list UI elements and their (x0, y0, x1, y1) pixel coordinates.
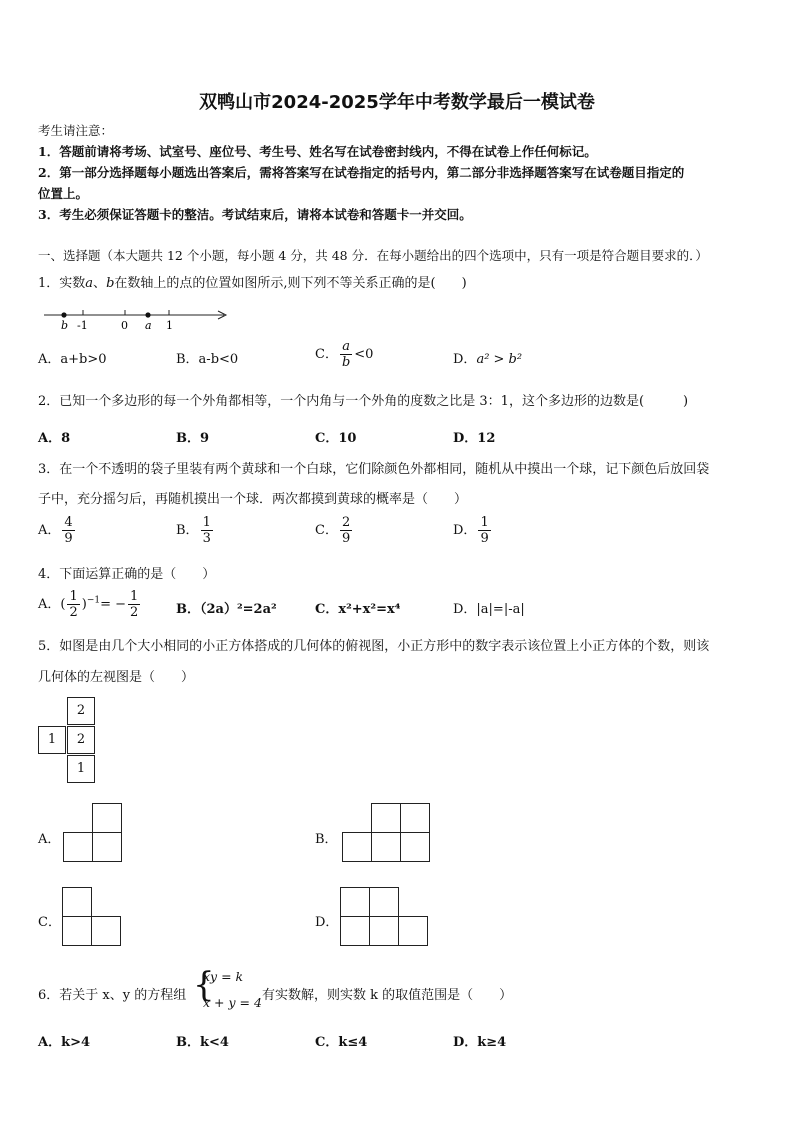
q1-option-c[interactable]: C． $\frac{a}{b}$ <0 (315, 339, 374, 370)
q5-option-d[interactable]: D． (315, 915, 339, 930)
notice-item-3: 3．考生必须保证答题卡的整洁。考试结束后，请将本试卷和答题卡一并交回。 (38, 207, 472, 222)
axis-label-a: a (145, 319, 152, 332)
q4-option-b[interactable]: B．（2a）²=2a² (176, 602, 277, 617)
q2-stem: 2．已知一个多边形的每一个外角都相等，一个内角与一个外角的度数之比是 3：1，这个多边形的边数是( ) (38, 394, 689, 409)
notice-heading: 考生请注意： (38, 123, 114, 138)
system-eq2: x + y = 4 (203, 995, 262, 1010)
grid-cell: 1 (38, 726, 66, 754)
q2-option-a[interactable]: A．8 (38, 431, 71, 446)
q6-option-c[interactable]: C．k≤4 (315, 1035, 368, 1050)
q3-option-b[interactable]: B． $\frac{1}{3}$ (176, 515, 211, 546)
notice-item-2-cont: 位置上。 (38, 186, 89, 201)
axis-label-one: 1 (166, 319, 173, 332)
q1-option-d[interactable]: D．a² > b² (453, 352, 523, 367)
q3-option-a[interactable]: A． $\frac{4}{9}$ (38, 515, 73, 546)
q6-stem-b: 有实数解，则实数 k 的取值范围是（ ） (262, 988, 513, 1003)
q1-stem: 1．实数a、b在数轴上的点的位置如图所示,则下列不等关系正确的是( ) (38, 276, 467, 291)
axis-label-minus1: -1 (77, 319, 88, 332)
q6-stem-a: 6．若关于 x、y 的方程组 (38, 988, 187, 1003)
grid-cell: 2 (67, 697, 95, 725)
notice-item-1: 1．答题前请将考场、试室号、座位号、考生号、姓名写在试卷密封线内，不得在试卷上作任何标记。 (38, 144, 597, 159)
q5-stem-line1: 5．如图是由几个大小相同的小正方体搭成的几何体的俯视图，小正方形中的数字表示该位置上小正方体的个数，则该 (38, 639, 710, 654)
system-eq1: xy = k (203, 969, 244, 984)
q1-option-b[interactable]: B．a-b<0 (176, 352, 239, 367)
number-line-figure (38, 305, 238, 335)
q5-stem-line2: 几何体的左视图是（ ） (38, 670, 195, 685)
section-heading: 一、选择题（本大题共 12 个小题，每小题 4 分，共 48 分．在每小题给出的四个选项中，只有一项是符合题目要求的．） (38, 248, 708, 263)
q1-option-a[interactable]: A．a+b>0 (38, 352, 107, 367)
q3-option-c[interactable]: C． $\frac{2}{9}$ (315, 515, 351, 546)
notice-item-2: 2．第一部分选择题每小题选出答案后，需将答案写在试卷指定的括号内，第二部分非选择题答案写在试卷题目指定的 (38, 165, 685, 180)
q5-option-a[interactable]: A． (38, 832, 61, 847)
grid-cell: 2 (67, 726, 95, 754)
q2-option-c[interactable]: C．10 (315, 431, 357, 446)
q2-option-b[interactable]: B．9 (176, 431, 210, 446)
q3-option-d[interactable]: D． $\frac{1}{9}$ (453, 515, 489, 546)
axis-label-zero: 0 (121, 319, 128, 332)
q6-option-a[interactable]: A．k>4 (38, 1035, 91, 1050)
point-a (145, 312, 150, 317)
grid-cell: 1 (67, 755, 95, 783)
q5-option-b[interactable]: B． (315, 832, 338, 847)
point-b (61, 312, 66, 317)
q3-stem-line1: 3．在一个不透明的袋子里装有两个黄球和一个白球，它们除颜色外都相同，随机从中摸出一个球，记下颜色后放回袋 (38, 462, 710, 477)
page-title: 双鸭山市2024-2025学年中考数学最后一模试卷 (199, 92, 595, 113)
q4-option-a[interactable]: A．( $\frac{1}{2}$ )$^{-1}$= − $\frac{1}{2}$ (38, 589, 139, 620)
system-brace: { (193, 965, 215, 1005)
q6-option-b[interactable]: B．k<4 (176, 1035, 229, 1050)
q6-option-d[interactable]: D．k≥4 (453, 1035, 507, 1050)
q3-stem-line2: 子中，充分摇匀后，再随机摸出一个球．两次都摸到黄球的概率是（ ） (38, 492, 468, 507)
axis-label-b: b (61, 319, 69, 332)
q4-option-c[interactable]: C．x²+x²=x⁴ (315, 602, 401, 617)
q5-option-c[interactable]: C． (38, 915, 61, 930)
q4-option-d[interactable]: D．|a|=|-a| (453, 602, 525, 617)
q2-option-d[interactable]: D．12 (453, 431, 496, 446)
q4-stem: 4．下面运算正确的是（ ） (38, 567, 216, 582)
